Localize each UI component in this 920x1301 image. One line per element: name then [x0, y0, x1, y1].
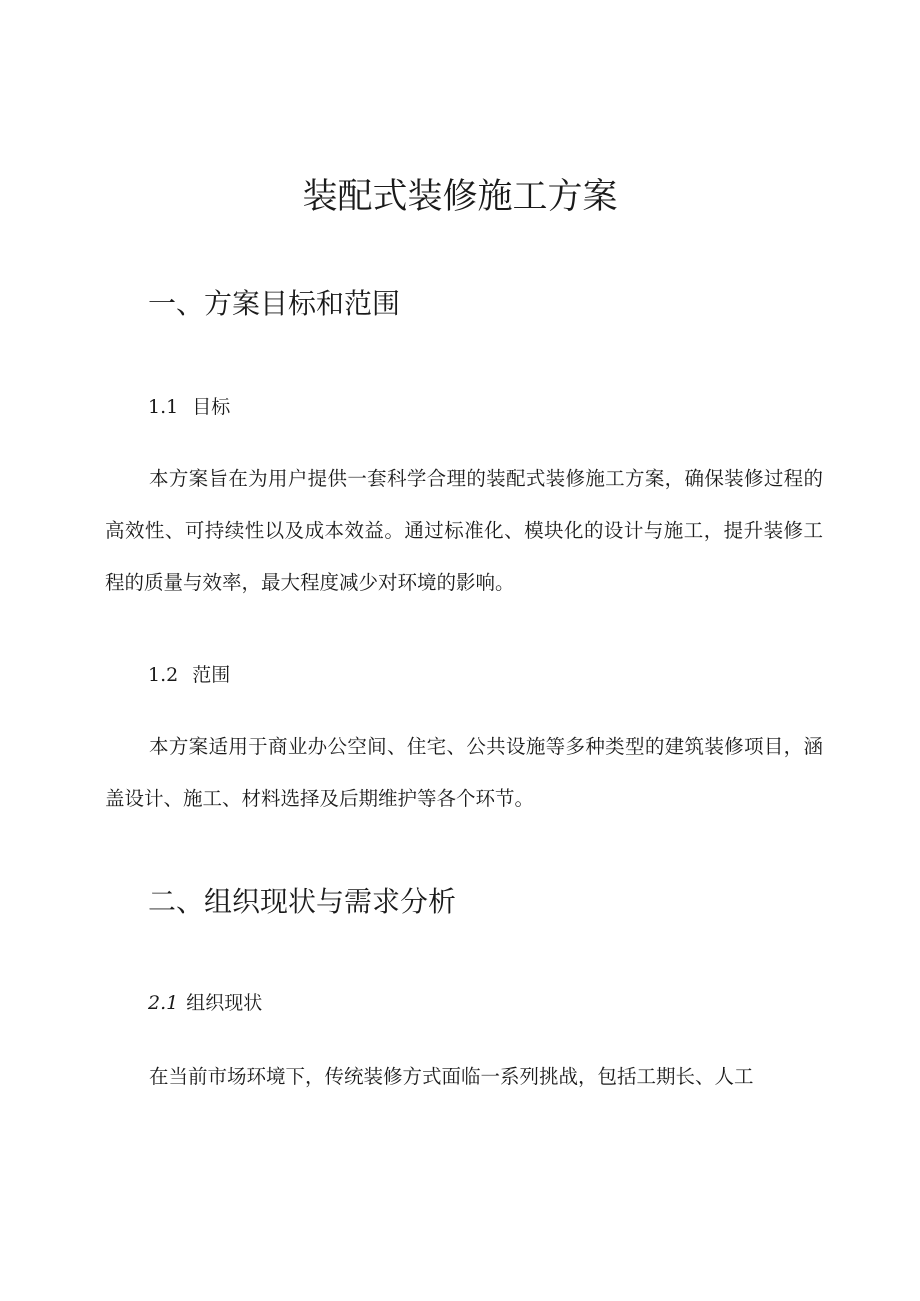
subsection-number: 1.1	[148, 396, 179, 418]
paragraph-scope: 本方案适用于商业办公空间、住宅、公共设施等多种类型的建筑装修项目，涵盖设计、施工、材料选择及后期维护等各个环节。	[105, 735, 823, 810]
subsection-heading-1-2	[148, 661, 230, 689]
subsection-number: 2.1	[148, 992, 179, 1014]
section-heading-2: 二、组织现状与需求分析	[148, 885, 457, 918]
subsection-title: 组织现状	[186, 992, 263, 1014]
subsection-title: 范围	[192, 664, 231, 686]
subsection-title: 目标	[192, 396, 231, 418]
subsection-number: 1.2	[148, 664, 179, 686]
section-heading-1: 一、方案目标和范围	[148, 287, 401, 320]
paragraph-org-status: 在当前市场环境下，传统装修方式面临一系列挑战，包括工期长、人工	[149, 1065, 754, 1088]
subsection-heading-2-1	[148, 989, 262, 1017]
subsection-heading-1-1	[148, 393, 230, 421]
document-title: 装配式装修施工方案	[302, 177, 618, 217]
paragraph-goal: 本方案旨在为用户提供一套科学合理的装配式装修施工方案，确保装修过程的高效性、可持续性以及成本效益。通过标准化、模块化的设计与施工，提升装修工程的质量与效率，最大程度减少对环境的影响。	[105, 467, 823, 594]
